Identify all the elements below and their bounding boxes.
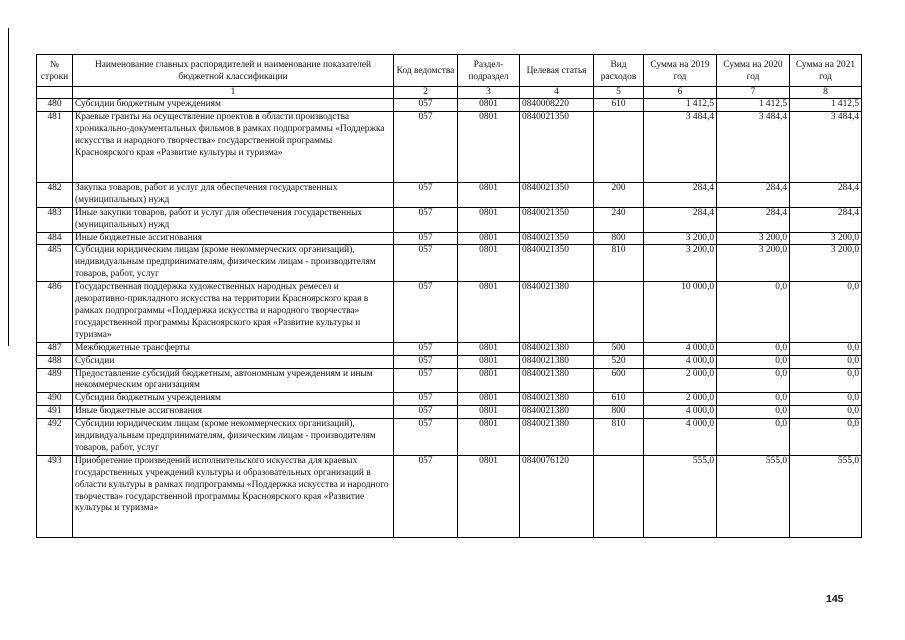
row-name: Государственная поддержка художественных народных ремесел и декоративно-прикладного искусства на территории Красноярского края в рамках подпрограммы «Поддержка искусства и народного творчества» государственной программы Красноярского края «Развитие культуры и туризма» <box>73 282 394 343</box>
row-expense-kind: 520 <box>594 355 644 368</box>
column-index: 4 <box>520 87 594 99</box>
row-target-item: 0840021350 <box>520 207 594 232</box>
header-sum-2019: Сумма на 2019 год <box>644 55 717 87</box>
row-target-item: 0840008220 <box>520 99 594 112</box>
row-dept-code: 057 <box>394 355 458 368</box>
header-section: Раздел-подраздел <box>458 55 520 87</box>
column-index: 5 <box>594 87 644 99</box>
row-dept-code: 057 <box>394 342 458 355</box>
row-sum-2021: 1 412,5 <box>790 99 862 112</box>
header-target-item: Целевая статья <box>520 55 594 87</box>
row-sum-2020: 3 484,4 <box>717 111 790 182</box>
row-target-item: 0840076120 <box>520 455 594 537</box>
row-dept-code: 057 <box>394 368 458 393</box>
row-sum-2021: 0,0 <box>790 342 862 355</box>
row-sum-2020: 0,0 <box>717 368 790 393</box>
row-number: 489 <box>37 368 73 393</box>
row-name: Субсидии юридическим лицам (кроме некоммерческих организаций), индивидуальным предпринимателям, физическим лицам - производителям товаров, работ, услуг <box>73 419 394 456</box>
row-sum-2019: 2 000,0 <box>644 393 717 406</box>
column-index: 2 <box>394 87 458 99</box>
row-number: 483 <box>37 207 73 232</box>
column-index <box>37 87 73 99</box>
row-number: 493 <box>37 455 73 537</box>
table-row <box>37 355 862 368</box>
table-row <box>37 406 862 419</box>
row-section: 0801 <box>458 232 520 245</box>
row-sum-2020: 0,0 <box>717 406 790 419</box>
row-number: 485 <box>37 245 73 282</box>
row-sum-2021: 3 200,0 <box>790 232 862 245</box>
row-sum-2019: 4 000,0 <box>644 342 717 355</box>
header-name: Наименование главных распорядителей и наименование показателей бюджетной классификации <box>73 55 394 87</box>
row-dept-code: 057 <box>394 111 458 182</box>
row-section: 0801 <box>458 245 520 282</box>
row-sum-2020: 0,0 <box>717 393 790 406</box>
row-number: 487 <box>37 342 73 355</box>
row-sum-2021: 0,0 <box>790 393 862 406</box>
table-row <box>37 282 862 343</box>
row-section: 0801 <box>458 111 520 182</box>
row-target-item: 0840021380 <box>520 282 594 343</box>
row-sum-2020: 0,0 <box>717 282 790 343</box>
table-row <box>37 342 862 355</box>
row-dept-code: 057 <box>394 245 458 282</box>
row-section: 0801 <box>458 99 520 112</box>
row-sum-2019: 4 000,0 <box>644 419 717 456</box>
table-row <box>37 232 862 245</box>
row-sum-2020: 555,0 <box>717 455 790 537</box>
row-expense-kind: 810 <box>594 245 644 282</box>
row-expense-kind: 600 <box>594 368 644 393</box>
row-target-item: 0840021380 <box>520 406 594 419</box>
row-number: 484 <box>37 232 73 245</box>
table-row <box>37 111 862 182</box>
row-name: Краевые гранты на осуществление проектов в области производства хроникально-документальных фильмов в рамках подпрограммы «Поддержка искусства и народного творчества» государственной программы Красноярского края «Развитие культуры и туризма» <box>73 111 394 182</box>
table-row <box>37 419 862 456</box>
table-row <box>37 99 862 112</box>
row-number: 486 <box>37 282 73 343</box>
row-sum-2019: 3 200,0 <box>644 232 717 245</box>
row-section: 0801 <box>458 419 520 456</box>
row-section: 0801 <box>458 406 520 419</box>
header-dept-code: Код ведомства <box>394 55 458 87</box>
row-expense-kind <box>594 455 644 537</box>
header-row-number: № строки <box>37 55 73 87</box>
row-number: 481 <box>37 111 73 182</box>
row-expense-kind: 800 <box>594 406 644 419</box>
row-sum-2021: 284,4 <box>790 207 862 232</box>
row-sum-2021: 0,0 <box>790 419 862 456</box>
row-expense-kind: 240 <box>594 207 644 232</box>
row-expense-kind: 610 <box>594 99 644 112</box>
row-section: 0801 <box>458 342 520 355</box>
row-sum-2019: 10 000,0 <box>644 282 717 343</box>
row-target-item: 0840021380 <box>520 355 594 368</box>
row-sum-2019: 284,4 <box>644 182 717 207</box>
row-expense-kind: 500 <box>594 342 644 355</box>
row-sum-2020: 284,4 <box>717 182 790 207</box>
row-name: Приобретение произведений исполнительского искусства для краевых государственных учреждений культуры и образовательных организаций в области культуры в рамках подпрограммы «Поддержка искусства и народного творчества» государственной программы Красноярского края «Развитие культуры и туризма» <box>73 455 394 537</box>
row-sum-2021: 555,0 <box>790 455 862 537</box>
column-index: 8 <box>790 87 862 99</box>
row-number: 491 <box>37 406 73 419</box>
row-sum-2019: 2 000,0 <box>644 368 717 393</box>
table-row <box>37 455 862 537</box>
row-sum-2021: 284,4 <box>790 182 862 207</box>
row-expense-kind <box>594 111 644 182</box>
table-row <box>37 368 862 393</box>
row-name: Иные закупки товаров, работ и услуг для обеспечения государственных (муниципальных) нужд <box>73 207 394 232</box>
row-sum-2020: 3 200,0 <box>717 232 790 245</box>
row-sum-2019: 3 484,4 <box>644 111 717 182</box>
row-number: 492 <box>37 419 73 456</box>
row-sum-2019: 555,0 <box>644 455 717 537</box>
column-index: 6 <box>644 87 717 99</box>
row-sum-2020: 1 412,5 <box>717 99 790 112</box>
row-dept-code: 057 <box>394 455 458 537</box>
row-sum-2020: 284,4 <box>717 207 790 232</box>
table-row <box>37 245 862 282</box>
header-row <box>37 55 862 87</box>
row-section: 0801 <box>458 393 520 406</box>
row-sum-2020: 3 200,0 <box>717 245 790 282</box>
row-target-item: 0840021380 <box>520 393 594 406</box>
row-name: Субсидии юридическим лицам (кроме некоммерческих организаций), индивидуальным предпринимателям, физическим лицам - производителям товаров, работ, услуг <box>73 245 394 282</box>
row-target-item: 0840021350 <box>520 232 594 245</box>
row-dept-code: 057 <box>394 282 458 343</box>
row-name: Иные бюджетные ассигнования <box>73 406 394 419</box>
row-sum-2020: 0,0 <box>717 355 790 368</box>
budget-table <box>36 54 862 538</box>
row-sum-2020: 0,0 <box>717 419 790 456</box>
row-dept-code: 057 <box>394 182 458 207</box>
page-margin-line <box>8 28 9 346</box>
row-section: 0801 <box>458 368 520 393</box>
row-target-item: 0840021380 <box>520 368 594 393</box>
row-dept-code: 057 <box>394 232 458 245</box>
row-section: 0801 <box>458 182 520 207</box>
header-sum-2021: Сумма на 2021 год <box>790 55 862 87</box>
row-section: 0801 <box>458 355 520 368</box>
column-index: 7 <box>717 87 790 99</box>
row-name: Закупка товаров, работ и услуг для обеспечения государственных (муниципальных) нужд <box>73 182 394 207</box>
page-number: 145 <box>826 593 844 605</box>
row-sum-2019: 4 000,0 <box>644 406 717 419</box>
row-sum-2019: 3 200,0 <box>644 245 717 282</box>
row-name: Иные бюджетные ассигнования <box>73 232 394 245</box>
column-index: 1 <box>73 87 394 99</box>
row-expense-kind: 800 <box>594 232 644 245</box>
row-dept-code: 057 <box>394 419 458 456</box>
row-name: Предоставление субсидий бюджетным, автономным учреждениям и иным некоммерческим организациям <box>73 368 394 393</box>
row-expense-kind: 810 <box>594 419 644 456</box>
row-name: Межбюджетные трансферты <box>73 342 394 355</box>
row-sum-2019: 4 000,0 <box>644 355 717 368</box>
row-expense-kind <box>594 282 644 343</box>
row-sum-2021: 0,0 <box>790 355 862 368</box>
row-section: 0801 <box>458 282 520 343</box>
row-number: 490 <box>37 393 73 406</box>
row-dept-code: 057 <box>394 99 458 112</box>
row-target-item: 0840021350 <box>520 111 594 182</box>
header-expense-kind: Вид расходов <box>594 55 644 87</box>
row-dept-code: 057 <box>394 207 458 232</box>
row-dept-code: 057 <box>394 393 458 406</box>
row-name: Субсидии <box>73 355 394 368</box>
column-index: 3 <box>458 87 520 99</box>
row-expense-kind: 610 <box>594 393 644 406</box>
row-sum-2019: 1 412,5 <box>644 99 717 112</box>
row-sum-2021: 3 484,4 <box>790 111 862 182</box>
row-number: 488 <box>37 355 73 368</box>
row-name: Субсидии бюджетным учреждениям <box>73 393 394 406</box>
row-section: 0801 <box>458 207 520 232</box>
row-number: 482 <box>37 182 73 207</box>
table-row <box>37 207 862 232</box>
header-sum-2020: Сумма на 2020 год <box>717 55 790 87</box>
row-sum-2021: 0,0 <box>790 368 862 393</box>
row-dept-code: 057 <box>394 406 458 419</box>
row-target-item: 0840021380 <box>520 342 594 355</box>
row-sum-2021: 0,0 <box>790 406 862 419</box>
row-name: Субсидии бюджетным учреждениям <box>73 99 394 112</box>
row-expense-kind: 200 <box>594 182 644 207</box>
row-target-item: 0840021350 <box>520 245 594 282</box>
table-row <box>37 182 862 207</box>
table-row <box>37 393 862 406</box>
row-sum-2019: 284,4 <box>644 207 717 232</box>
row-sum-2021: 3 200,0 <box>790 245 862 282</box>
row-number: 480 <box>37 99 73 112</box>
row-sum-2021: 0,0 <box>790 282 862 343</box>
row-sum-2020: 0,0 <box>717 342 790 355</box>
row-target-item: 0840021380 <box>520 419 594 456</box>
row-section: 0801 <box>458 455 520 537</box>
row-target-item: 0840021350 <box>520 182 594 207</box>
column-index-row <box>37 87 862 99</box>
